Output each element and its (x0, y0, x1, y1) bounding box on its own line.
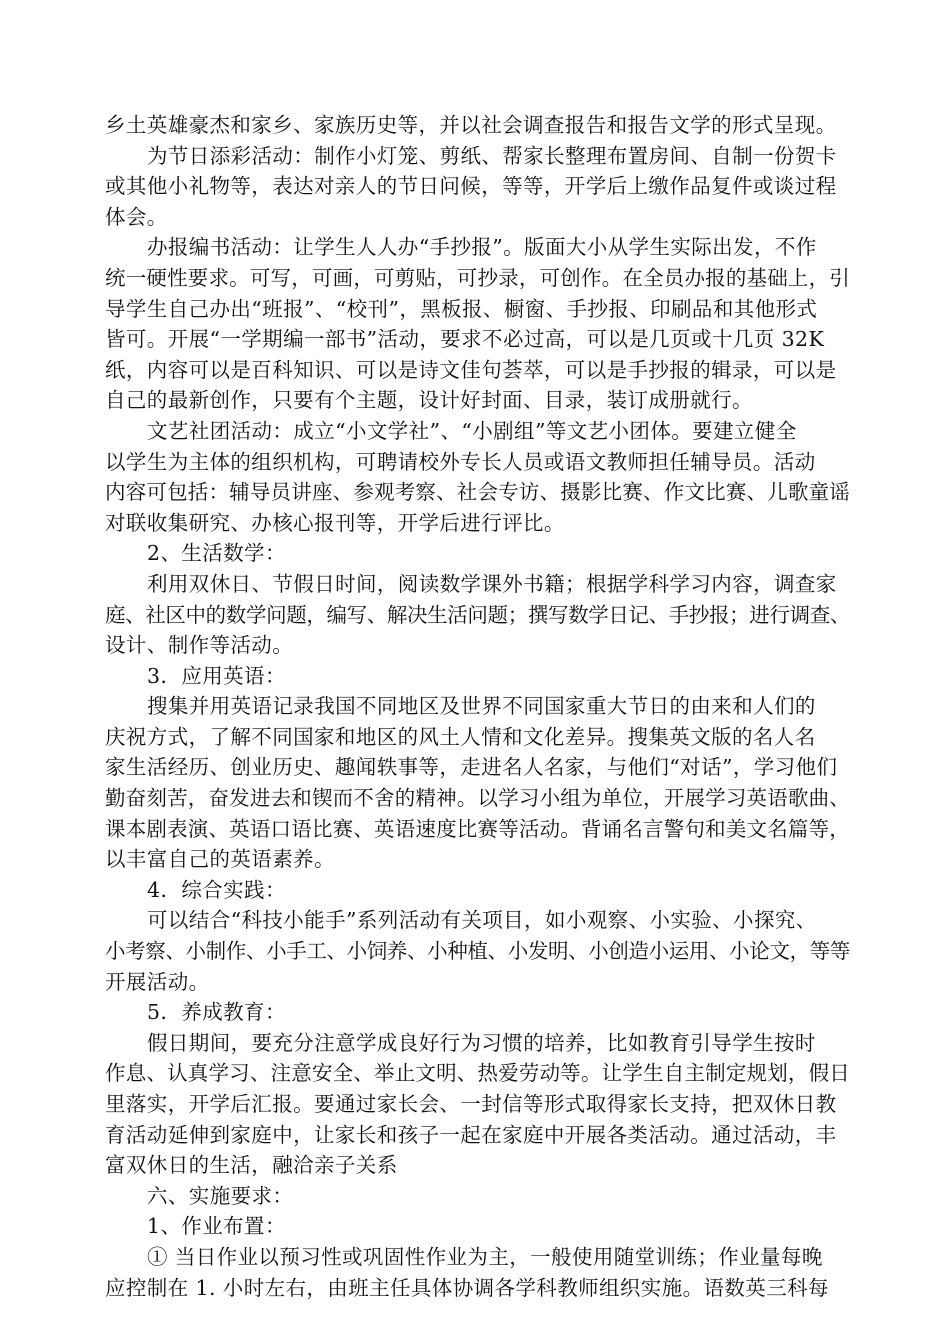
text-line: 假日期间，要充分注意学成良好行为习惯的培养，比如教育引导学生按时 (147, 1030, 816, 1055)
text-line: 育活动延伸到家庭中，让家长和孩子一起在家庭中开展各类活动。通过活动，丰 (105, 1122, 837, 1147)
text-line: 以丰富自己的英语素养。 (105, 847, 335, 872)
text-line: 课本剧表演、英语口语比赛、英语速度比赛等活动。背诵名言警句和美文名篇等， (105, 816, 850, 841)
text-line: ① 当日作业以预习性或巩固性作业为主，一般使用随堂训练；作业量每晚 (147, 1244, 823, 1269)
text-line: 对联收集研究、办核心报刊等，开学后进行评比。 (105, 510, 565, 535)
text-line: 利用双休日、节假日时间，阅读数学课外书籍；根据学科学习内容，调查家 (147, 571, 837, 596)
section-heading: 六、实施要求： (147, 1183, 294, 1208)
text-line: 纸，内容可以是百科知识、可以是诗文佳句荟萃，可以是手抄报的辑录，可以是 (105, 357, 837, 382)
document-body (105, 110, 850, 1303)
text-line: 庭、社区中的数学问题，编写、解决生活问题；撰写数学日记、手抄报；进行调查、 (105, 602, 850, 627)
text-line: 或其他小礼物等，表达对亲人的节日问候，等等，开学后上缴作品复件或谈过程 (105, 174, 837, 199)
text-line: 富双休日的生活，融洽亲子关系 (105, 1153, 398, 1178)
text-line: 导学生自己办出“班报”、“校刊”，黑板报、橱窗、手抄报、印刷品和其他形式 (105, 296, 818, 321)
text-line: 勤奋刻苦，奋发进去和锲而不舍的精神。以学习小组为单位，开展学习英语歌曲、 (105, 786, 850, 811)
text-line: 里落实，开学后汇报。要通过家长会、一封信等形式取得家长支持，把双休日教 (105, 1092, 837, 1116)
text-line: 小考察、小制作、小手工、小饲养、小种植、小发明、小创造小运用、小论文，等等 (105, 939, 850, 964)
section-heading: 1、作业布置： (147, 1214, 286, 1239)
text-line: 皆可。开展“一学期编一部书”活动，要求不必过高，可以是几页或十几页 32K (105, 327, 825, 352)
text-line: 乡土英雄豪杰和家乡、家族历史等，并以社会调查报告和报告文学的形式呈现。 (105, 113, 837, 137)
section-heading: 4．综合实践： (147, 877, 286, 902)
text-line: 开展活动。 (105, 969, 210, 994)
text-line: 作息、认真学习、注意安全、举止文明、热爱劳动等。让学生自主制定规划，假日 (105, 1061, 850, 1086)
text-line: 体会。 (105, 204, 168, 229)
text-line: 统一硬性要求。可写，可画，可剪贴，可抄录，可创作。在全员办报的基础上，引 (105, 265, 850, 290)
text-line: 内容可包括：辅导员讲座、参观考察、社会专访、摄影比赛、作文比赛、儿歌童谣 (105, 480, 850, 505)
section-heading: 5．养成教育： (147, 1000, 286, 1025)
text-line: 搜集并用英语记录我国不同地区及世界不同国家重大节日的由来和人们的 (147, 694, 816, 719)
section-heading: 3．应用英语： (147, 663, 286, 688)
text-line: 为节日添彩活动：制作小灯笼、剪纸、帮家长整理布置房间、自制一份贺卡 (147, 143, 837, 168)
text-line: 文艺社团活动：成立“小文学社”、“小剧组”等文艺小团体。要建立健全 (147, 418, 797, 443)
text-line: 办报编书活动：让学生人人办“手抄报”。版面大小从学生实际出发，不作 (147, 235, 817, 260)
text-line: 以学生为主体的组织机构，可聘请校外专长人员或语文教师担任辅导员。活动 (105, 449, 816, 474)
text-line: 家生活经历、创业历史、趣闻轶事等，走进名人名家，与他们“对话”，学习他们 (105, 755, 838, 780)
text-line: 设计、制作等活动。 (105, 633, 294, 658)
text-line: 应控制在 1. 小时左右，由班主任具体协调各学科教师组织实施。语数英三科每 (105, 1275, 829, 1300)
text-line: 自己的最新创作，只要有个主题，设计好封面、目录，装订成册就行。 (105, 388, 753, 413)
text-line: 庆祝方式，了解不同国家和地区的风土人情和文化差异。搜集英文版的名人名 (105, 724, 816, 749)
section-heading: 2、生活数学： (147, 541, 286, 566)
text-line: 可以结合“科技小能手”系列活动有关项目，如小观察、小实验、小探究、 (147, 908, 817, 933)
